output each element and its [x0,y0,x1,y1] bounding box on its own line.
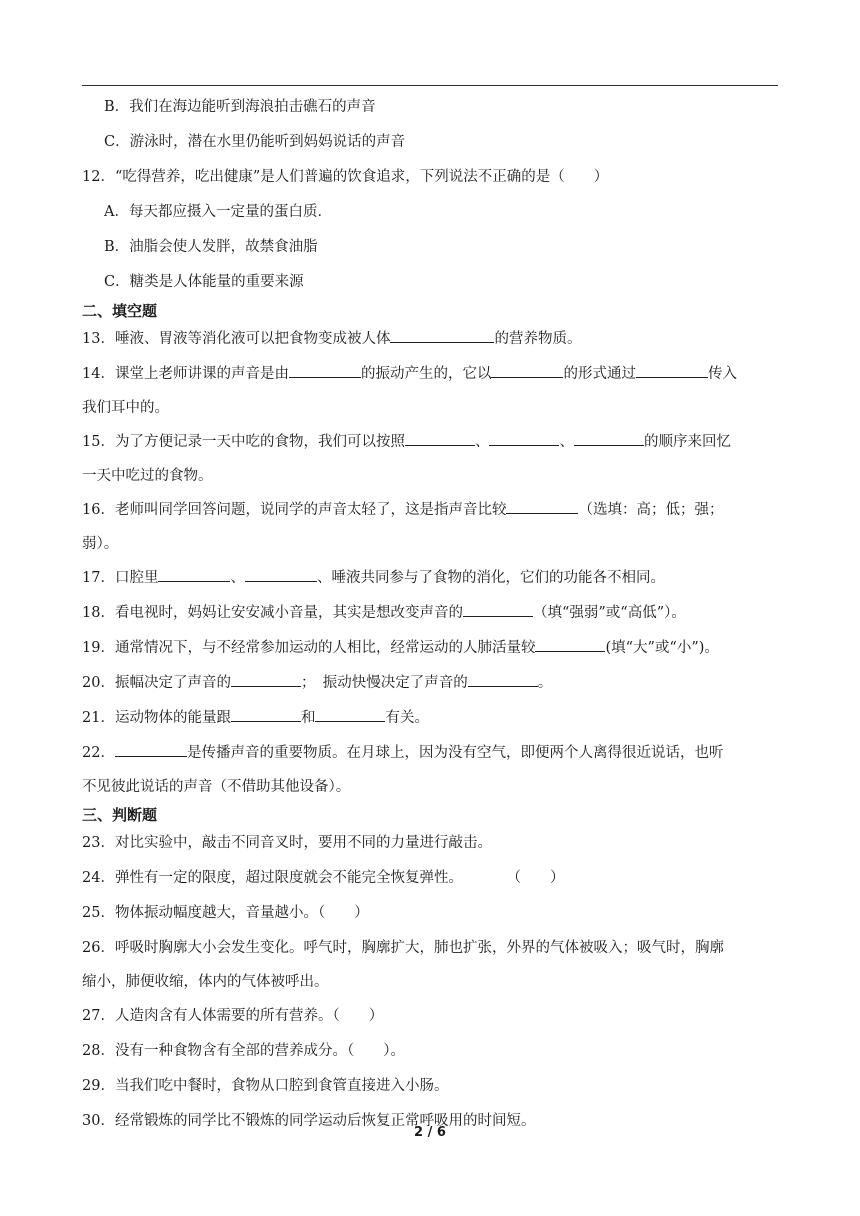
option-c-prev: C．游泳时，潜在水里仍能听到妈妈说话的声音 [104,134,406,150]
q18-text-2: （填“强弱”或“高低”）。 [532,605,686,621]
q14-text-2: 的振动产生的，它以 [360,366,492,382]
q21-text-3: 有关。 [385,710,429,726]
question-22-continued: 不见彼此说话的声音（不借助其他设备）。 [82,779,351,795]
answer-blank[interactable] [405,430,475,446]
page-content [82,90,782,1139]
question-26-continued: 缩小，肺便收缩，体内的气体被呼出。 [82,974,329,990]
answer-blank[interactable] [491,362,563,378]
answer-blank[interactable] [636,362,708,378]
q17-text-2: 、 [230,570,245,586]
q20-text-1: 20．振幅决定了声音的 [82,675,231,691]
answer-blank[interactable] [115,741,187,757]
option-b-prev: B．我们在海边能听到海浪拍击礁石的声音 [104,99,376,115]
answer-blank[interactable] [390,327,494,343]
question-19 [82,631,782,666]
answer-blank[interactable] [463,601,533,617]
q17-text-3: 、唾液共同参与了食物的消化，它们的功能各不相同。 [316,570,665,586]
question-15-continued: 一天中吃过的食物。 [82,468,213,484]
question-22 [82,736,782,770]
page-number: 2 / 6 [414,1125,446,1140]
question-17 [82,561,782,596]
q14-text-4: 传入 [707,366,737,382]
question-25: 25．物体振动幅度越大，音量越小。（ ） [82,905,369,921]
question-15 [82,425,782,459]
question-12-option-c: C．糖类是人体能量的重要来源 [104,274,304,290]
q16-text-2: （选填：高；低；强； [578,502,724,518]
q14-text-3: 的形式通过 [563,366,636,382]
q15-text-2: 、 [474,434,490,450]
header-rule [82,85,778,86]
answer-blank[interactable] [315,706,385,722]
section-title-judge: 三、判断题 [82,806,158,824]
question-26: 26．呼吸时胸廓大小会发生变化。呼气时，胸廓扩大，肺也扩张，外界的气体被吸入；吸气时，胸廓 [82,940,724,956]
question-21 [82,701,782,736]
question-28: 28．没有一种食物含有全部的营养成分。（ ）。 [82,1043,405,1059]
answer-blank[interactable] [468,671,538,687]
question-13 [82,322,782,357]
answer-blank[interactable] [158,566,230,582]
answer-blank[interactable] [289,362,361,378]
q17-text-1: 17．口腔里 [82,570,159,586]
q13-text-1: 13．唾液、胃液等消化液可以把食物变成被人体 [82,331,391,347]
question-24: 24．弹性有一定的限度，超过限度就会不能完全恢复弹性。 （ ） [82,870,565,886]
question-30: 30．经常锻炼的同学比不锻炼的同学运动后恢复正常呼吸用的时间短。 [82,1113,536,1129]
question-12-option-b: B．油脂会使人发胖，故禁食油脂 [104,239,318,255]
question-23: 23．对比实验中，敲击不同音叉时，要用不同的力量进行敲击。 [82,835,492,851]
q20-text-3: 。 [537,675,553,691]
q22-text-2: 是传播声音的重要物质。在月球上，因为没有空气，即便两个人离得很近说话，也听 [186,745,724,761]
q19-text-1: 19．通常情况下，与不经常参加运动的人相比，经常运动的人肺活量较 [82,640,536,656]
q15-text-3: 、 [559,434,574,450]
question-18 [82,596,782,631]
question-16-continued: 弱）。 [82,536,119,552]
question-27: 27．人造肉含有人体需要的所有营养。（ ） [82,1008,384,1024]
question-20 [82,666,782,701]
answer-blank[interactable] [535,636,605,652]
answer-blank[interactable] [574,430,644,446]
answer-blank[interactable] [245,566,317,582]
q18-text-1: 18．看电视时，妈妈让安安减小音量，其实是想改变声音的 [82,605,463,621]
q13-text-2: 的营养物质。 [494,331,582,347]
q21-text-2: 和 [300,710,316,726]
q19-text-2: (填“大”或“小”)。 [605,640,719,656]
question-14-continued: 我们耳中的。 [82,400,169,416]
question-29: 29．当我们吃中餐时，食物从口腔到食管直接进入小肠。 [82,1078,449,1094]
q16-text-1: 16．老师叫同学回答问题，说同学的声音太轻了，这是指声音比较 [82,502,507,518]
question-12: 12．“吃得营养，吃出健康”是人们普遍的饮食追求，下列说法不正确的是（ ） [82,169,609,185]
question-14 [82,357,782,391]
q21-text-1: 21．运动物体的能量跟 [82,710,231,726]
q22-text-1: 22． [82,745,115,761]
q20-text-2: ； 振动快慢决定了声音的 [300,675,468,691]
question-12-option-a: A．每天都应摄入一定量的蛋白质． [104,204,332,220]
answer-blank[interactable] [506,498,578,514]
question-16 [82,493,782,527]
answer-blank[interactable] [231,671,301,687]
q15-text-4: 的顺序来回忆 [643,434,731,450]
answer-blank[interactable] [231,706,301,722]
q14-text-1: 14．课堂上老师讲课的声音是由 [82,366,289,382]
answer-blank[interactable] [489,430,559,446]
q15-text-1: 15．为了方便记录一天中吃的食物，我们可以按照 [82,434,405,450]
section-title-fill: 二、填空题 [82,302,158,320]
